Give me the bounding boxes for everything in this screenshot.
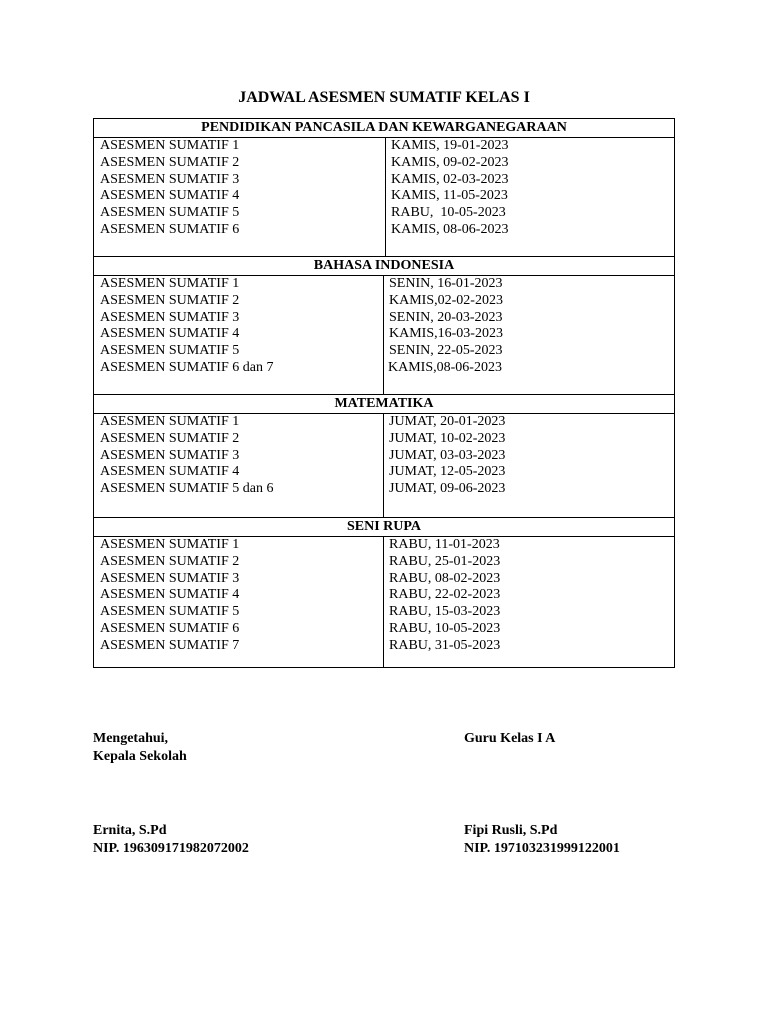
table-row: ASESMEN SUMATIF 6 RABU, 10-05-2023 — [100, 620, 501, 636]
table-row: ASESMEN SUMATIF 2 KAMIS,02-02-2023 — [100, 292, 503, 308]
section-body-bahasa-indonesia — [94, 276, 674, 395]
column-divider — [383, 537, 384, 667]
table-row: ASESMEN SUMATIF 2 JUMAT, 10-02-2023 — [100, 430, 506, 446]
section-title-seni-rupa: SENI RUPA — [94, 518, 674, 537]
document-title: JADWAL ASESMEN SUMATIF KELAS I — [238, 89, 530, 106]
schedule-table — [93, 118, 675, 668]
table-row: ASESMEN SUMATIF 5 RABU, 15-03-2023 — [100, 604, 501, 620]
table-row: ASESMEN SUMATIF 4 KAMIS, 11-05-2023 — [100, 188, 508, 204]
teacher-nip: NIP. 197103231999122001 — [464, 841, 620, 856]
teacher-title: Guru Kelas I A — [464, 731, 556, 746]
table-row: ASESMEN SUMATIF 2 KAMIS, 09-02-2023 — [100, 154, 509, 170]
table-row: ASESMEN SUMATIF 2 RABU, 25-01-2023 — [100, 553, 501, 569]
table-row: ASESMEN SUMATIF 5 SENIN, 22-05-2023 — [100, 343, 503, 359]
section-body-pkn — [94, 138, 674, 257]
teacher-name: Fipi Rusli, S.Pd — [464, 823, 558, 838]
signature-right-header — [464, 730, 555, 748]
table-row: ASESMEN SUMATIF 3 SENIN, 20-03-2023 — [100, 309, 503, 325]
table-row: ASESMEN SUMATIF 4 JUMAT, 12-05-2023 — [100, 464, 506, 480]
table-row: ASESMEN SUMATIF 5 dan 6 JUMAT, 09-06-2023 — [100, 481, 506, 497]
column-divider — [383, 414, 384, 517]
principal-title: Kepala Sekolah — [93, 749, 187, 764]
table-row: ASESMEN SUMATIF 4 KAMIS,16-03-2023 — [100, 326, 503, 342]
signature-left-footer — [93, 822, 249, 858]
signature-left-header — [93, 730, 187, 766]
table-row: ASESMEN SUMATIF 1 SENIN, 16-01-2023 — [100, 276, 503, 291]
section-body-matematika — [94, 414, 674, 518]
table-row: ASESMEN SUMATIF 7 RABU, 31-05-2023 — [100, 637, 501, 653]
table-row: ASESMEN SUMATIF 4 RABU, 22-02-2023 — [100, 587, 501, 603]
table-row: ASESMEN SUMATIF 1 JUMAT, 20-01-2023 — [100, 414, 506, 429]
section-title-matematika: MATEMATIKA — [94, 395, 674, 414]
principal-name: Ernita, S.Pd — [93, 823, 167, 838]
principal-nip: NIP. 196309171982072002 — [93, 841, 249, 856]
table-row: ASESMEN SUMATIF 3 KAMIS, 02-03-2023 — [100, 171, 509, 187]
table-row: ASESMEN SUMATIF 6 KAMIS, 08-06-2023 — [100, 221, 509, 237]
section-title-pkn: PENDIDIKAN PANCASILA DAN KEWARGANEGARAAN — [94, 119, 674, 138]
signature-right-footer — [464, 822, 620, 858]
table-row: ASESMEN SUMATIF 6 dan 7 KAMIS,08-06-2023 — [100, 359, 502, 375]
table-row: ASESMEN SUMATIF 3 JUMAT, 03-03-2023 — [100, 447, 506, 463]
table-row: ASESMEN SUMATIF 1 RABU, 11-01-2023 — [100, 537, 500, 552]
column-divider — [385, 138, 386, 256]
acknowledged-label: Mengetahui, — [93, 731, 169, 746]
section-body-seni-rupa — [94, 537, 674, 667]
table-row: ASESMEN SUMATIF 5 RABU, 10-05-2023 — [100, 205, 506, 221]
section-title-bahasa-indonesia: BAHASA INDONESIA — [94, 257, 674, 276]
column-divider — [383, 276, 384, 394]
table-row: ASESMEN SUMATIF 1 KAMIS, 19-01-2023 — [100, 138, 509, 153]
table-row: ASESMEN SUMATIF 3 RABU, 08-02-2023 — [100, 570, 501, 586]
